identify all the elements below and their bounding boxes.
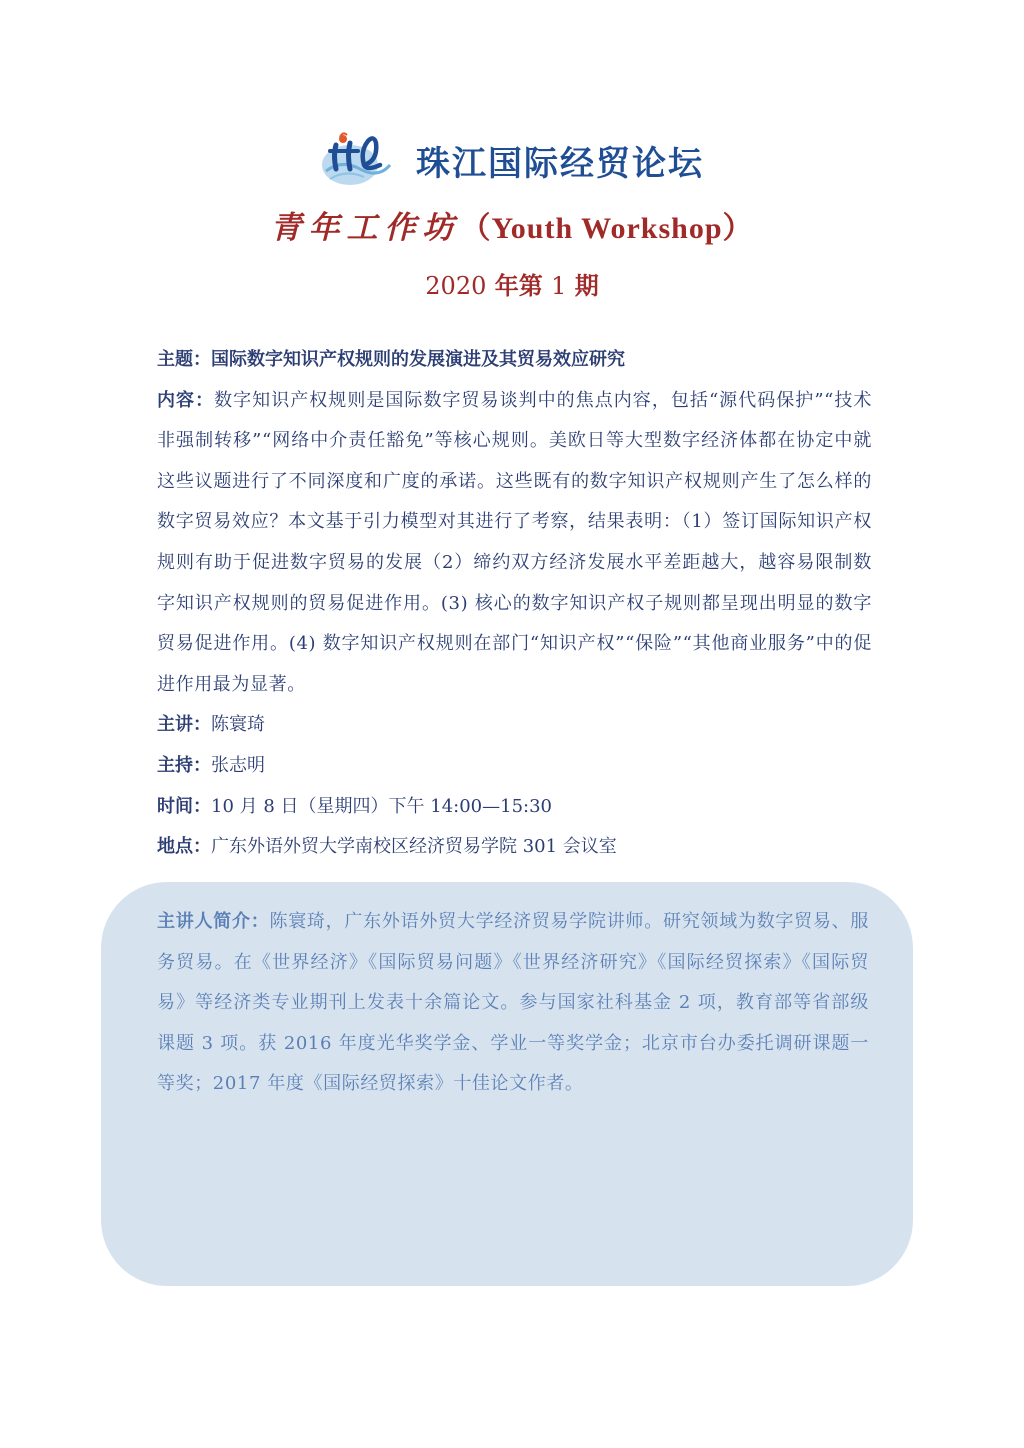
topic-line [157, 340, 872, 381]
content-value: 数字知识产权规则是国际数字贸易谈判中的焦点内容，包括“源代码保护”“技术非强制转移”“网络中介责任豁免”等核心规则。美欧日等大型数字经济体都在协定中就这些议题进行了不同深度和广度的承诺。这些既有的数字知识产权规则产生了怎么样的数字贸易效应？本文基于引力模型对其进行了考察，结果表明：（1）签订国际知识产权规则有助于促进数字贸易的发展（2）缔约双方经济发展水平差距越大，越容易限制数字知识产权规则的贸易促进作用。(3) 核心的数字知识产权子规则都呈现出明显的数字贸易促进作用。(4) 数字知识产权规则在部门“知识产权”“保险”“其他商业服务”中的促进作用最为显著。 [157, 389, 873, 695]
host-label: 主持： [157, 754, 211, 776]
issue-number [0, 266, 1024, 301]
topic-value: 国际数字知识产权规则的发展演进及其贸易效应研究 [211, 349, 625, 370]
issue-year: 2020 [425, 272, 487, 300]
issue-no: 1 [551, 272, 567, 300]
topic-label: 主题： [157, 349, 211, 370]
speaker-label: 主讲： [157, 714, 211, 736]
time-line [157, 787, 872, 828]
content-label: 内容： [157, 389, 215, 411]
bio-label: 主讲人简介： [157, 911, 270, 932]
forum-header [0, 128, 1024, 192]
workshop-title-en: （Youth Workshop） [460, 212, 754, 245]
seminar-details [157, 340, 872, 868]
forum-logo-icon [320, 131, 394, 189]
time-value: 10 月 8 日（星期四）下午 14:00—15:30 [211, 795, 552, 817]
forum-title: 珠江国际经贸论坛 [416, 143, 704, 184]
speaker-line [157, 705, 872, 746]
host-value: 张志明 [211, 754, 265, 776]
workshop-title [0, 202, 1024, 247]
place-label: 地点： [157, 836, 211, 858]
time-label: 时间： [157, 795, 211, 817]
speaker-value: 陈寰琦 [211, 714, 265, 736]
issue-qi: 期 [566, 271, 599, 300]
place-line [157, 827, 872, 868]
place-value: 广东外语外贸大学南校区经济贸易学院 301 会议室 [211, 836, 617, 858]
speaker-bio [157, 902, 869, 1105]
issue-nian: 年第 [486, 271, 552, 300]
bio-text: 陈寰琦，广东外语外贸大学经济贸易学院讲师。研究领域为数字贸易、服务贸易。在《世界经济》《国际贸易问题》《世界经济研究》《国际经贸探索》《国际贸易》等经济类专业期刊上发表十余篇论文。参与国家社科基金 2 项，教育部等省部级课题 3 项。获 2016 年度光华奖学金、学业一等奖学金；北京市台办委托调研课题一等奖；2017 年度《国际经贸探索》十佳论文作者。 [157, 911, 869, 1095]
host-line [157, 746, 872, 787]
content-paragraph [157, 381, 872, 706]
workshop-title-cn: 青年工作坊 [270, 210, 461, 246]
